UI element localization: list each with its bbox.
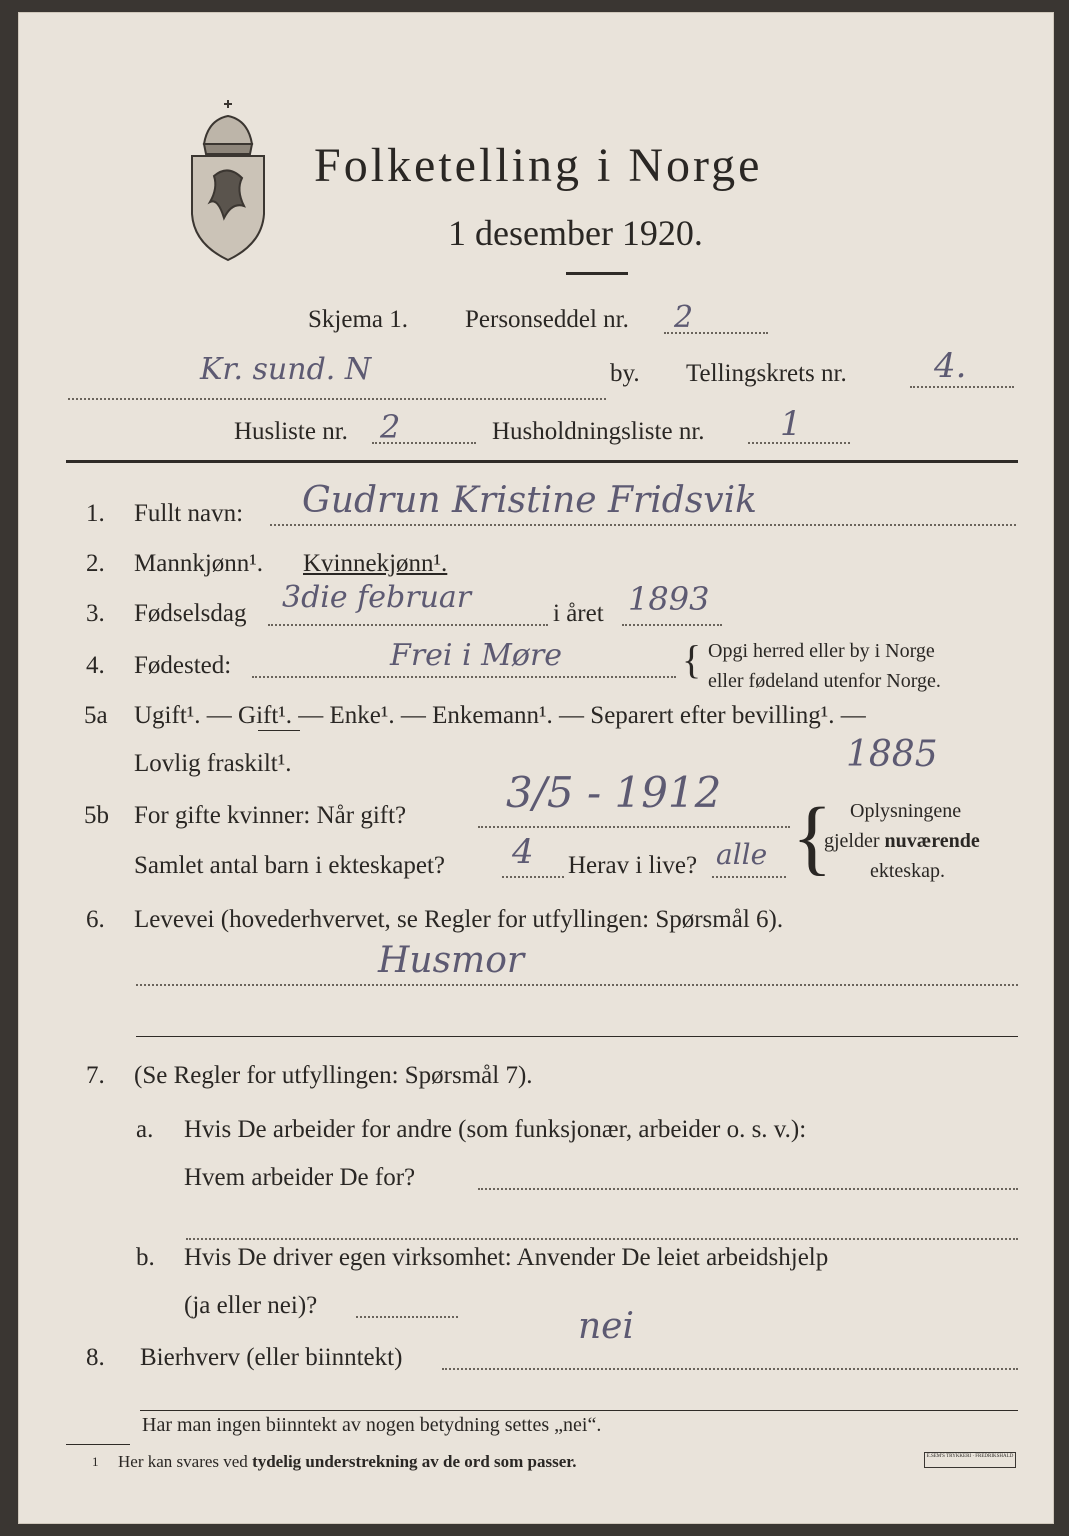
q5b-married-label: For gifte kvinner: Når gift? — [134, 802, 407, 829]
q3-number: 3. — [86, 600, 105, 627]
norwegian-coat-of-arms-icon — [184, 94, 272, 266]
husholdning-value: 1 — [780, 404, 802, 444]
q3-year-value: 1893 — [628, 580, 710, 618]
title-divider — [566, 272, 628, 275]
q5b-alive-line — [712, 876, 786, 878]
q4-note-line2: eller fødeland utenfor Norge. — [708, 670, 941, 692]
q6-line-2 — [136, 1036, 1018, 1037]
husliste-label: Husliste nr. — [234, 418, 348, 445]
q3-year-line — [622, 624, 722, 626]
q5a-number: 5a — [84, 702, 108, 729]
q2-female-option: Kvinnekjønn¹. — [303, 550, 448, 577]
q8-line — [442, 1368, 1018, 1370]
footnote-text: Her kan svares ved tydelig understrekning av de ord som passer. — [118, 1452, 577, 1471]
q8-side-income-value: nei — [578, 1306, 635, 1347]
schema-label: Skjema 1. — [308, 306, 408, 333]
footnote-number: 1 — [92, 1454, 99, 1469]
q5b-number: 5b — [84, 802, 109, 829]
q5b-children-value: 4 — [512, 832, 534, 872]
q5b-children-line — [502, 876, 564, 878]
header-divider — [66, 460, 1018, 463]
husliste-value: 2 — [380, 408, 401, 446]
q7b-answer-line — [356, 1316, 458, 1318]
q7b-answer-label: (ja eller nei)? — [184, 1292, 318, 1319]
q8-label: Bierhverv (eller biinntekt) — [140, 1344, 403, 1371]
q3-birthday-value: 3die februar — [282, 580, 472, 615]
q6-label: Levevei (hovederhvervet, se Regler for utfyllingen: Spørsmål 6). — [134, 906, 784, 933]
city-line — [68, 398, 606, 400]
q8-number: 8. — [86, 1344, 105, 1371]
q4-label: Fødested: — [134, 652, 232, 679]
q3-year-label: i året — [553, 600, 604, 627]
q7a-employer-line — [478, 1188, 1018, 1190]
q6-number: 6. — [86, 906, 105, 933]
census-date: 1 desember 1920. — [448, 213, 703, 253]
q6-line-1 — [136, 984, 1018, 986]
q1-number: 1. — [86, 500, 105, 527]
tellingskrets-value: 4. — [934, 346, 967, 386]
q5a-marital-options: Ugift¹. — Gift¹. — Enke¹. — Enkemann¹. — Separert efter bevilling¹. — — [134, 702, 866, 729]
q7a-letter: a. — [136, 1116, 154, 1143]
q5b-married-date-value: 3/5 - 1912 — [506, 768, 722, 817]
q3-label: Fødselsdag — [134, 600, 247, 627]
q5b-children-label: Samlet antal barn i ekteskapet? — [134, 852, 445, 879]
q5a-gift-underline — [258, 730, 300, 731]
husholdning-label: Husholdningsliste nr. — [492, 418, 705, 445]
q5a-divorced-option: Lovlig fraskilt¹. — [134, 750, 292, 777]
q5b-note-line1: Oplysningene — [850, 800, 962, 822]
q5b-note-line2: gjelder nuværende — [824, 830, 980, 852]
q1-line — [270, 524, 1016, 526]
q8-line-2 — [140, 1410, 1018, 1411]
q7a-employer-label: Hvem arbeider De for? — [184, 1164, 416, 1191]
q5b-extra-value: 1885 — [846, 734, 938, 775]
printer-stamp: E.SEM'S TRYKKERI · FREDRIKSHALD — [924, 1452, 1016, 1468]
q5b-married-line — [478, 826, 790, 828]
tellingskrets-label: Tellingskrets nr. — [686, 360, 847, 387]
q4-number: 4. — [86, 652, 105, 679]
by-label: by. — [610, 360, 640, 387]
q5b-note-brace: { — [792, 791, 833, 884]
personseddel-value: 2 — [674, 300, 694, 335]
q7a-employer-line-2 — [186, 1238, 1018, 1240]
tellingskrets-line — [910, 386, 1014, 388]
q1-label: Fullt navn: — [134, 500, 244, 527]
q5b-alive-label: Herav i live? — [568, 852, 698, 879]
census-form-page — [18, 12, 1054, 1524]
footnote-divider — [66, 1444, 130, 1445]
q6-occupation-value: Husmor — [378, 940, 525, 981]
q2-number: 2. — [86, 550, 105, 577]
q4-birthplace-value: Frei i Møre — [390, 638, 563, 673]
q1-full-name-value: Gudrun Kristine Fridsvik — [302, 480, 757, 521]
q7-label: (Se Regler for utfyllingen: Spørsmål 7). — [134, 1062, 533, 1089]
q4-note-line1: Opgi herred eller by i Norge — [708, 640, 935, 662]
q3-day-line — [268, 624, 548, 626]
q2-male-option: Mannkjønn¹. — [134, 550, 264, 577]
q7-number: 7. — [86, 1062, 105, 1089]
q4-line — [252, 676, 676, 678]
q7a-question: Hvis De arbeider for andre (som funksjonær, arbeider o. s. v.): — [184, 1116, 807, 1143]
q4-note-brace: { — [682, 637, 702, 682]
city-value: Kr. sund. N — [200, 352, 372, 387]
q5b-note-line3: ekteskap. — [870, 860, 945, 882]
personseddel-label: Personseddel nr. — [465, 306, 629, 333]
q7b-letter: b. — [136, 1244, 155, 1271]
form-title: Folketelling i Norge — [314, 139, 763, 192]
footer-note: Har man ingen biinntekt av nogen betydning settes „nei“. — [142, 1414, 602, 1436]
q5b-alive-value: alle — [716, 838, 768, 871]
q7b-question: Hvis De driver egen virksomhet: Anvender De leiet arbeidshjelp — [184, 1244, 829, 1271]
